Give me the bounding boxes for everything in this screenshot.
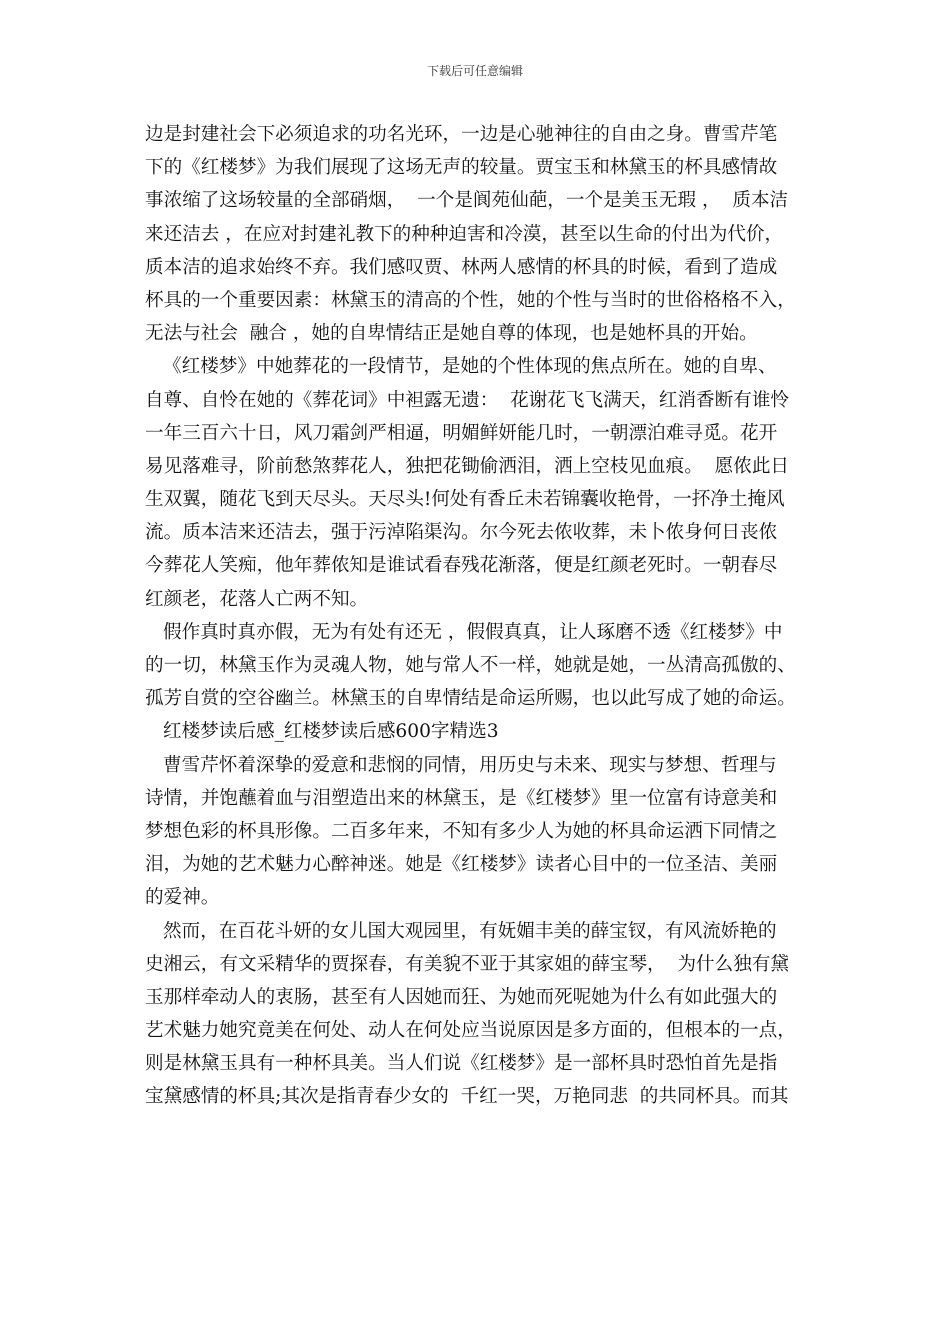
text-line: 边是封建社会下必须追求的功名光环，一边是心驰神往的自由之身。曹雪芹笔 bbox=[145, 124, 778, 145]
text-line: 的一切，林黛玉作为灵魂人物，她与常人不一样，她就是她，一丛清高孤傲的、 bbox=[145, 655, 796, 676]
text-line: 一年三百六十日，风刀霜剑严相逼，明媚鲜妍能几时，一朝漂泊难寻觅。花开 bbox=[145, 422, 778, 444]
text-line: 下的《红楼梦》为我们展现了这场无声的较量。贾宝玉和林黛玉的杯具感情故 bbox=[145, 157, 778, 179]
text-line: 孤芳自赏的空谷幽兰。林黛玉的自卑情结是命运所赐，也以此写成了她的命运。 bbox=[145, 688, 796, 710]
text-line: 自尊、自怜在她的《葬花词》中袒露无遗： 花谢花飞飞满天，红消香断有谁怜 bbox=[145, 389, 790, 411]
text-line: 的爱神。 bbox=[145, 887, 220, 909]
text-line: 质本洁的追求始终不弃。我们感叹贾、林两人感情的杯具的时候，看到了造成 bbox=[145, 256, 778, 278]
document-body bbox=[145, 118, 825, 1114]
text-line: 梦想色彩的杯具形像。二百多年来，不知有多少人为她的杯具命运洒下同情之 bbox=[145, 820, 778, 842]
text-line: 史湘云，有文采精华的贾探春，有美貌不亚于其家姐的薛宝琴， 为什么独有黛 bbox=[145, 953, 790, 975]
text-line: 无法与社会 融合 ，她的自卑情结正是她自尊的体现，也是她杯具的开始。 bbox=[145, 323, 758, 345]
text-line: 玉那样牵动人的衷肠，甚至有人因她而狂、为她而死呢她为什么有如此强大的 bbox=[145, 986, 778, 1008]
text-line: 则是林黛玉具有一种杯具美。当人们说《红楼梦》是一部杯具时恐怕首先是指 bbox=[145, 1053, 778, 1075]
text-line: 生双翼，随花飞到天尽头。天尽头!何处有香丘未若锦囊收艳骨，一抔净土掩风 bbox=[145, 489, 785, 511]
page-header: 下载后可任意编辑 bbox=[426, 64, 523, 78]
text-line: 诗情，并饱蘸着血与泪塑造出来的林黛玉，是《红楼梦》里一位富有诗意美和 bbox=[145, 787, 778, 809]
text-line: 曹雪芹怀着深挚的爱意和悲悯的同情，用历史与未来、现实与梦想、哲理与 bbox=[163, 754, 777, 776]
text-line: 红颜老，花落人亡两不知。 bbox=[145, 588, 369, 610]
text-line: 假作真时真亦假，无为有处有还无 ，假假真真，让人琢磨不透《红楼梦》中 bbox=[163, 621, 783, 643]
text-line: 流。质本洁来还洁去，强于污淖陷渠沟。尔今死去侬收葬，未卜侬身何日丧侬 bbox=[145, 522, 778, 544]
section-heading: 红楼梦读后感_红楼梦读后感600字精选3 bbox=[163, 721, 499, 743]
text-line: 今葬花人笑痴，他年葬侬知是谁试看春残花渐落，便是红颜老死时。一朝春尽 bbox=[145, 555, 778, 577]
text-line: 来还洁去 ，在应对封建礼教下的种种迫害和冷漠，甚至以生命的付出为代价， bbox=[145, 223, 784, 245]
text-line: 艺术魅力她究竟美在何处、动人在何处应当说原因是多方面的，但根本的一点， bbox=[145, 1020, 796, 1042]
text-line: 杯具的一个重要因素：林黛玉的清高的个性，她的个性与当时的世俗格格不入， bbox=[145, 289, 796, 311]
text-line: 泪，为她的艺术魅力心醉神迷。她是《红楼梦》读者心目中的一位圣洁、美丽 bbox=[145, 854, 778, 876]
text-line: 《红楼梦》中她葬花的一段情节，是她的个性体现的焦点所在。她的自卑、 bbox=[163, 356, 777, 378]
text-line: 然而，在百花斗妍的女儿国大观园里，有妩媚丰美的薛宝钗，有风流娇艳的 bbox=[163, 920, 777, 942]
text-line: 易见落难寻，阶前愁煞葬花人，独把花锄偷洒泪，洒上空枝见血痕。 愿侬此日 bbox=[145, 455, 790, 477]
text-line: 事浓缩了这场较量的全部硝烟， 一个是阆苑仙葩，一个是美玉无瑕 ， 质本洁 bbox=[145, 190, 789, 212]
text-line: 宝黛感情的杯具;其次是指青春少女的 千红一哭，万艳同悲 的共同杯具。而其 bbox=[145, 1086, 789, 1108]
